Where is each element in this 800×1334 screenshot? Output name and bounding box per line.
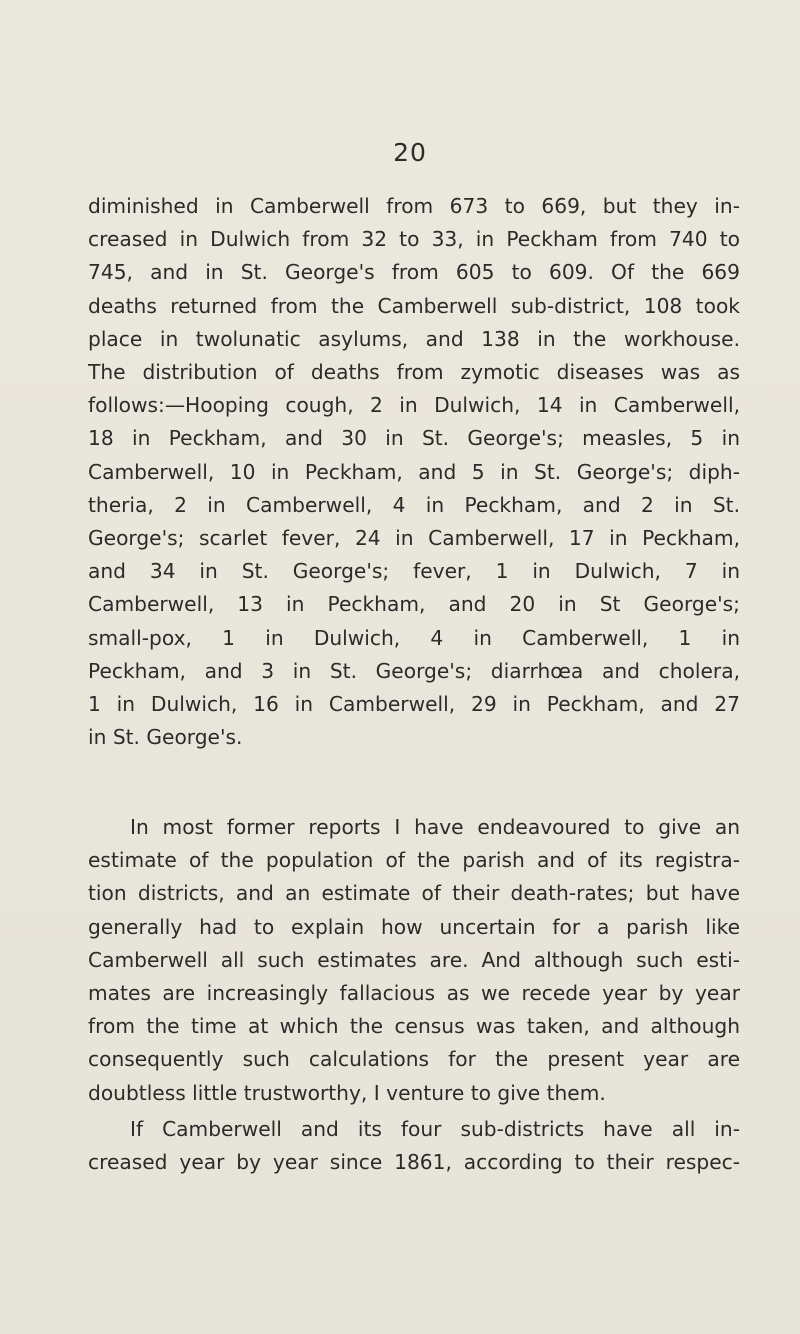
text-line: If Camberwell and its four sub-districts have all in- xyxy=(130,1117,740,1141)
text-line: in St. George's. xyxy=(88,725,243,750)
paragraph-sub-districts xyxy=(88,1113,740,1179)
text-line: creased in Dulwich from 32 to 33, in Peckham from 740 to xyxy=(88,227,740,252)
text-line: estimate of the population of the parish and of its registra- xyxy=(88,848,740,873)
text-line: creased year by year since 1861, according to their respec- xyxy=(88,1150,740,1175)
text-line: The distribution of deaths from zymotic diseases was as xyxy=(88,360,740,385)
text-line: deaths returned from the Camberwell sub-district, 108 took xyxy=(88,293,740,318)
text-line: diminished in Camberwell from 673 to 669, but they in- xyxy=(88,194,740,218)
text-line: from the time at which the census was taken, and although xyxy=(88,1014,740,1039)
text-line: generally had to explain how uncertain for a parish like xyxy=(88,914,740,939)
text-line: Camberwell, 10 in Peckham, and 5 in St. George's; diph- xyxy=(88,459,740,484)
text-line: 18 in Peckham, and 30 in St. George's; measles, 5 in xyxy=(88,426,740,451)
text-line: follows:—Hooping cough, 2 in Dulwich, 14 in Camberwell, xyxy=(88,393,740,418)
text-line: Camberwell all such estimates are. And although such esti- xyxy=(88,947,740,972)
text-line: 745, and in St. George's from 605 to 609. Of the 669 xyxy=(88,260,740,285)
text-line: place in twolunatic asylums, and 138 in the workhouse. xyxy=(88,326,740,351)
text-line: tion districts, and an estimate of their death-rates; but have xyxy=(88,881,740,906)
paragraph-mortality-figures xyxy=(88,190,740,754)
text-line: George's; scarlet fever, 24 in Camberwell, 17 in Peckham, xyxy=(88,526,740,551)
text-line: and 34 in St. George's; fever, 1 in Dulwich, 7 in xyxy=(88,559,740,584)
text-line: doubtless little trustworthy, I venture to give them. xyxy=(88,1080,606,1105)
text-line: consequently such calculations for the present year are xyxy=(88,1047,740,1072)
page-number: 20 xyxy=(393,138,427,167)
text-line: Peckham, and 3 in St. George's; diarrhœa and cholera, xyxy=(88,658,740,683)
text-line: mates are increasingly fallacious as we recede year by year xyxy=(88,981,740,1006)
text-line: 1 in Dulwich, 16 in Camberwell, 29 in Peckham, and 27 xyxy=(88,692,740,717)
text-line: In most former reports I have endeavoured to give an xyxy=(130,815,740,839)
text-line: Camberwell, 13 in Peckham, and 20 in St George's; xyxy=(88,592,740,617)
text-line: theria, 2 in Camberwell, 4 in Peckham, and 2 in St. xyxy=(88,492,740,517)
paragraph-population-estimates xyxy=(88,811,740,1110)
text-line: small-pox, 1 in Dulwich, 4 in Camberwell, 1 in xyxy=(88,625,740,650)
